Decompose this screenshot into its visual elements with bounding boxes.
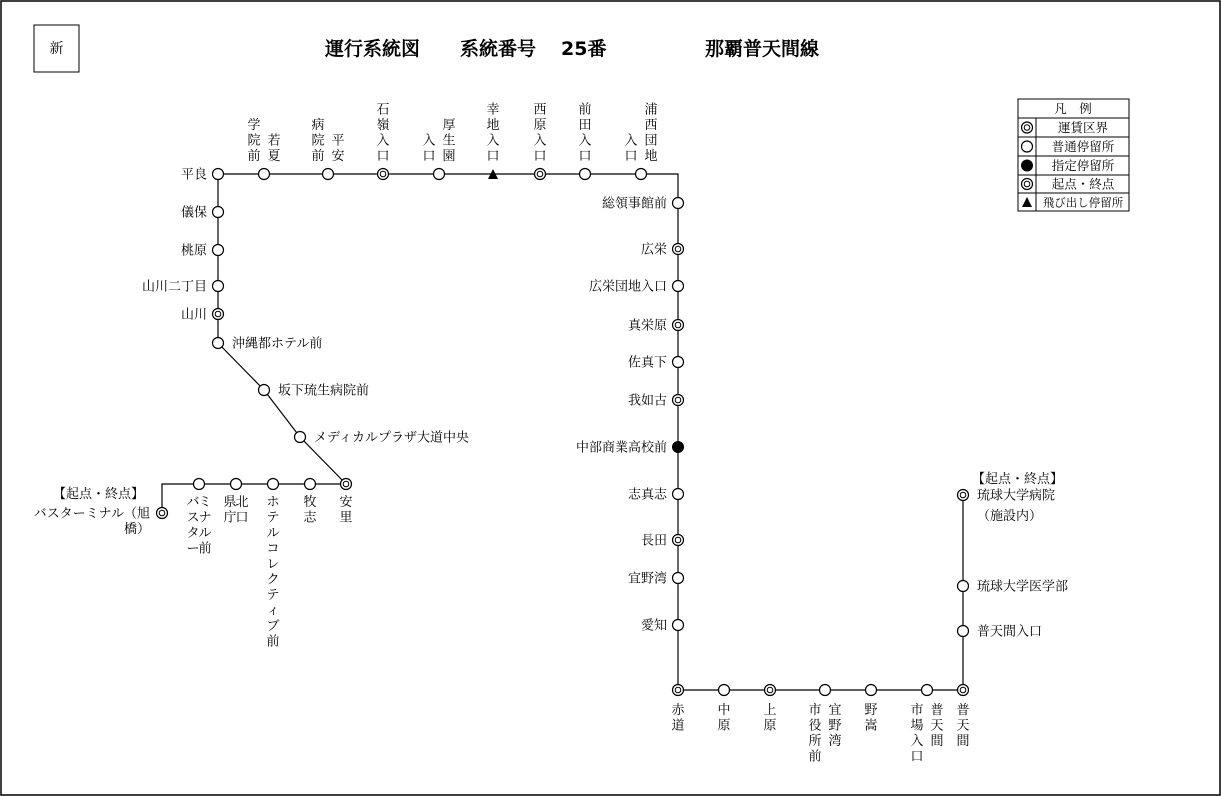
stop-label-byoin: 平	[331, 133, 345, 149]
stop-label-maebaru: 真栄原	[627, 318, 667, 334]
stop-label-koeidanchi: 広栄団地入口	[588, 279, 667, 295]
stop-label-nakahara: 中	[717, 703, 731, 718]
stop-marker-maebaru	[673, 320, 684, 331]
stop-label-ishimine: 口	[376, 149, 390, 164]
stop-marker-kenchokita	[231, 479, 242, 490]
stop-marker-yamakawa2	[213, 281, 224, 292]
stop-label-ryudaibyoin: 琉球大学病院	[977, 488, 1056, 504]
stop-marker-ryoji	[673, 198, 684, 209]
stop-marker-bt	[157, 508, 168, 519]
stop-label-hotelcollective: テ	[266, 510, 280, 526]
terminal-label-end: 【起点・終点】	[972, 472, 1064, 487]
stop-marker-sakashita	[259, 385, 270, 396]
stop-marker-koeidanchi	[673, 281, 684, 292]
circle-icon	[1022, 141, 1033, 152]
stop-label-maeda: 口	[578, 149, 592, 164]
stop-label-sachiji: 幸	[486, 102, 500, 118]
stop-label-uehara: 原	[763, 718, 777, 734]
route-number: 25番	[561, 38, 607, 60]
stop-marker-hotelcollective	[268, 479, 279, 490]
stop-marker-asato	[341, 479, 352, 490]
stop-label-kenchokita: 北	[235, 495, 249, 510]
stop-label-makishi: 志	[303, 510, 317, 526]
stop-label-byoin: 前	[311, 149, 325, 164]
stop-label-gakuin: 前	[247, 149, 261, 164]
stop-label-sachiji: 口	[486, 149, 500, 164]
legend-label: 飛び出し停留所	[1042, 195, 1124, 210]
stop-label-gakuin: 若	[267, 133, 281, 149]
stop-marker-ganeko	[673, 395, 684, 406]
stop-label-kenchokita: 口	[235, 510, 249, 526]
stop-label-yamakawa2: 山川二丁目	[141, 279, 207, 295]
stop-marker-byoin	[323, 169, 334, 180]
stop-label-aichi: 愛知	[640, 618, 667, 634]
legend-label: 普通停留所	[1051, 139, 1115, 154]
stop-marker-taira	[213, 169, 224, 180]
stop-marker-uehara	[765, 685, 776, 696]
stop-label-kenchokita: 庁	[223, 510, 237, 526]
stop-label-nakahara: 原	[717, 718, 731, 734]
stop-label-sachiji: 入	[486, 133, 500, 149]
stop-marker-maeda	[580, 169, 591, 180]
stop-marker-akamichi	[673, 685, 684, 696]
stop-label-futenmaichiba: 市	[910, 703, 924, 718]
stop-label-nishihara: 口	[533, 149, 547, 164]
stop-label-igakubu: 琉球大学医学部	[977, 579, 1069, 595]
new-badge: 新	[49, 41, 64, 57]
page-title: 運行系統図	[325, 38, 421, 60]
stop-label-tobaru: 桃原	[180, 243, 207, 259]
stop-marker-shimashi	[673, 489, 684, 500]
stop-marker-igakubu	[958, 581, 969, 592]
stop-label-futenmaichiba: 天	[930, 718, 944, 734]
stop-label-basuta: ル	[198, 526, 212, 541]
route-number-label: 系統番号	[460, 38, 537, 60]
stop-label-ishimine: 入	[376, 133, 390, 149]
stop-label-futenmaichiba: 間	[930, 734, 944, 749]
stop-label-okinawamiyako: 沖縄都ホテル前	[232, 336, 323, 352]
legend-label: 起点・終点	[1051, 176, 1115, 192]
stop-label-futenmaichiba: 普	[930, 703, 944, 718]
stop-label-basuta: 前	[198, 541, 212, 557]
stop-label-hotelcollective: ィ	[266, 603, 280, 619]
stop-label-byoin: 安	[331, 149, 345, 164]
stop-label-kosei: 生	[442, 133, 456, 149]
stop-label-ginowanwan: 宜野湾	[627, 571, 667, 587]
stop-marker-shiyakusho	[820, 685, 831, 696]
stop-label-basuta: バ	[186, 495, 200, 510]
stop-label-nagata: 長田	[640, 533, 667, 549]
stop-label-byoin: 病	[311, 118, 325, 133]
stop-label-taira: 平良	[180, 167, 207, 183]
stop-marker-nagata	[673, 535, 684, 546]
stop-label-hotelcollective: レ	[266, 557, 280, 572]
double-circle-icon	[1022, 122, 1033, 133]
stop-label-koei: 広栄	[640, 242, 667, 258]
stop-label-shiyakusho: 役	[808, 718, 822, 734]
stop-marker-aichi	[673, 620, 684, 631]
stop-label-hotelcollective: 前	[266, 634, 280, 650]
stop-label-nodake: 野	[864, 703, 878, 718]
stop-label-hotelcollective: コ	[266, 541, 280, 557]
stop-label-urasoe: 入	[624, 133, 638, 149]
stop-label-basuta: ー	[186, 541, 200, 557]
stop-label-nishihara: 西	[533, 102, 547, 118]
stop-label-futenma: 間	[956, 734, 970, 749]
stop-label-byoin: 院	[311, 133, 325, 149]
stop-marker-ryudaibyoin	[958, 490, 969, 501]
stop-label-basuta: タ	[186, 526, 200, 541]
stop-label-maeda: 田	[578, 118, 592, 133]
stop-label-hotelcollective: ル	[266, 526, 280, 541]
stop-label-akamichi: 赤	[671, 703, 685, 718]
legend	[1018, 99, 1129, 211]
stop-marker-yamakawa	[213, 309, 224, 320]
stop-label-shiyakusho: 野	[828, 718, 842, 734]
stop-label-urasoe: 浦	[644, 102, 658, 118]
stop-label-basuta: ス	[186, 510, 200, 526]
stop-label-shiyakusho: 前	[808, 749, 822, 765]
stop-label-futenmaichiba: 入	[910, 734, 924, 749]
stop-label-nishihara: 入	[533, 133, 547, 149]
stop-label-hotelcollective: ホ	[266, 495, 280, 510]
stop-marker-futenma	[958, 685, 969, 696]
stop-label-yamakawa: 山川	[180, 307, 207, 323]
stop-marker-nishihara	[535, 169, 546, 180]
route-line-bottom	[678, 495, 963, 690]
stop-label-shiyakusho: 所	[808, 734, 822, 749]
stop-label-hotelcollective: ブ	[266, 619, 280, 634]
stop-marker-nakahara	[719, 685, 730, 696]
stop-label-bt: バスターミナル（旭	[33, 506, 150, 522]
stop-label-gakuin: 院	[247, 133, 261, 149]
stop-label-ganeko: 我如古	[627, 393, 667, 409]
route-line-diagonal	[218, 343, 346, 484]
stop-label-futenma: 普	[956, 703, 970, 718]
stop-marker-basuta	[194, 479, 205, 490]
stop-label-medical: メディカルプラザ大道中央	[314, 430, 469, 446]
stop-label-asato: 里	[339, 510, 353, 526]
stop-label-futenmaichiba: 場	[910, 718, 924, 734]
stop-marker-ishimine	[378, 169, 389, 180]
stop-label-hotelcollective: ク	[266, 572, 280, 588]
stop-marker-tobaru	[213, 245, 224, 256]
stop-label-nishihara: 原	[533, 118, 547, 133]
stop-marker-gibo	[213, 207, 224, 218]
stop-label-gibo: 儀保	[180, 205, 207, 221]
stop-label-basuta: ミ	[198, 495, 212, 510]
stop-label-urasoe: 口	[624, 149, 638, 164]
stop-marker-urasoe	[636, 169, 647, 180]
stop-marker-makishi	[305, 479, 316, 490]
stop-label-hotelcollective: テ	[266, 588, 280, 603]
stop-label-gakuin: 学	[247, 118, 261, 133]
stop-marker-chubu	[673, 442, 684, 453]
legend-title: 凡 例	[1054, 101, 1092, 116]
stop-label-asato: 安	[339, 495, 353, 510]
stop-label-kosei: 入	[422, 133, 436, 149]
stop-note-ryudaibyoin: （施設内）	[977, 509, 1043, 524]
stop-marker-futenmairiguchi	[958, 626, 969, 637]
stop-marker-nodake	[866, 685, 877, 696]
stop-label-futenmaichiba: 口	[910, 749, 924, 765]
stop-label-gakuin: 夏	[267, 149, 281, 164]
filled-circle-icon	[1022, 160, 1033, 171]
stop-label-urasoe: 団	[644, 133, 658, 149]
stop-marker-okinawamiyako	[213, 338, 224, 349]
double-circle-icon	[1022, 179, 1033, 190]
terminal-label-start: 【起点・終点】	[52, 487, 144, 502]
stop-label-sashinka: 佐真下	[627, 355, 667, 371]
stop-label-kosei: 厚	[442, 118, 456, 133]
stop-label-ishimine: 嶺	[376, 118, 390, 133]
stop-marker-kosei	[434, 169, 445, 180]
route-lines	[162, 174, 963, 690]
stop-label-kosei: 口	[422, 149, 436, 164]
stop-label-maeda: 前	[578, 102, 592, 118]
stop-label-kosei: 園	[442, 149, 456, 164]
stop-label-nodake: 嵩	[864, 718, 878, 734]
stop-label-urasoe: 西	[644, 118, 658, 133]
stop-label-ishimine: 石	[376, 102, 390, 118]
stop-label-basuta: ナ	[198, 510, 212, 526]
stop-label-maeda: 入	[578, 133, 592, 149]
stop-label-akamichi: 道	[671, 718, 685, 734]
stop-label-shiyakusho: 宜	[828, 703, 842, 718]
stop-label-uehara: 上	[763, 703, 777, 718]
stop-label-shiyakusho: 湾	[828, 734, 842, 749]
stop-label-shiyakusho: 市	[808, 703, 822, 718]
stop-label-kenchokita: 県	[223, 495, 237, 510]
stop-label-shimashi: 志真志	[627, 487, 667, 503]
stop-label-bt: 橋）	[123, 522, 150, 537]
stop-marker-medical	[295, 432, 306, 443]
stop-marker-gakuin	[259, 169, 270, 180]
stop-label-chubu: 中部商業高校前	[575, 440, 667, 456]
stop-label-ryoji: 総領事館前	[601, 196, 667, 212]
line-name: 那覇普天間線	[705, 38, 820, 60]
stop-label-sakashita: 坂下琉生病院前	[278, 383, 370, 399]
stop-label-sachiji: 地	[486, 118, 500, 133]
stop-label-urasoe: 地	[644, 149, 658, 164]
stop-marker-ginowanwan	[673, 573, 684, 584]
stop-label-futenma: 天	[956, 718, 970, 734]
legend-label: 運賃区界	[1057, 120, 1109, 135]
stop-marker-sashinka	[673, 357, 684, 368]
stop-marker-koei	[673, 244, 684, 255]
legend-label: 指定停留所	[1051, 158, 1115, 173]
stop-label-makishi: 牧	[303, 495, 317, 510]
stop-label-futenmairiguchi: 普天間入口	[977, 624, 1043, 640]
stop-marker-futenmaichiba	[922, 685, 933, 696]
